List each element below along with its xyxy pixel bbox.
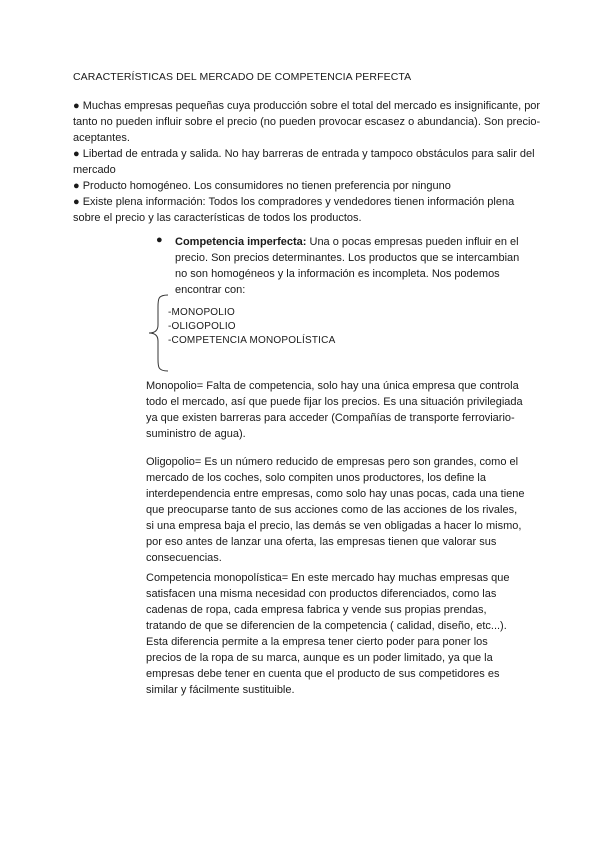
bullet-icon: ● xyxy=(73,148,80,160)
characteristic-item: ● Libertad de entrada y salida. No hay barreras de entrada y tampoco obstáculos para salir del mercado xyxy=(73,148,535,176)
document-title: CARACTERÍSTICAS DEL MERCADO DE COMPETENCIA PERFECTA xyxy=(73,71,412,83)
monopolio-paragraph: Monopolio= Falta de competencia, solo hay una única empresa que controla todo el mercado, así que puede fijar los precios. Es una situación privilegiada ya que existen barreras para acceder (Compañías de transporte ferroviario-suministro de agua). xyxy=(146,380,523,440)
curly-brace-icon xyxy=(146,293,170,373)
characteristic-item: ● Muchas empresas pequeñas cuya producción sobre el total del mercado es insignificante, por tanto no pueden influir sobre el precio (no pueden provocar escasez o abundancia). Son precio-aceptantes. xyxy=(73,100,541,144)
oligopolio-paragraph: Oligopolio= Es un número reducido de empresas pero son grandes, como el mercado de los coches, solo compiten unos productores, los define la interdependencia entre empresas, como solo hay unas pocas, cada una tiene que preocuparse tanto de sus acciones como de las acciones de los rivales, si una empresa baja el precio, las demás se ven obligadas a hacer lo mismo, por eso antes de lanzar una oferta, las empresas tienen que valorar sus consecuencias. xyxy=(146,456,525,564)
market-type-monopolistica: -COMPETENCIA MONOPOLÍSTICA xyxy=(168,335,336,346)
imperfect-intro: Competencia imperfecta: Una o pocas empresas pueden influir en el precio. Son precios determinantes. Los productos que se intercambian no son homogéneos y la información es incompleta. Nos podemos encontrar con: xyxy=(175,236,520,296)
characteristic-item: ● Existe plena información: Todos los compradores y vendedores tienen información plena sobre el precio y las características de todos los productos. xyxy=(73,196,515,224)
section-bullet-icon: ● xyxy=(156,234,163,246)
characteristic-item: ● Producto homogéneo. Los consumidores no tienen preferencia por ninguno xyxy=(73,180,451,192)
monopolistica-paragraph: Competencia monopolística= En este mercado hay muchas empresas que satisfacen una misma necesidad con productos diferenciados, como las cadenas de ropa, cada empresa fabrica y vende sus propias prendas, tratando de que se diferencien de la competencia ( calidad, diseño, etc...). Esta diferencia permite a la empresa tener cierto poder para poner los precios de la ropa de su marca, aunque es un poder limitado, ya que la empresas debe tener en cuenta que el producto de sus competidores es similar y fácilmente sustituible. xyxy=(146,572,510,696)
characteristics-list xyxy=(73,98,543,226)
market-types-brace xyxy=(146,293,386,373)
bullet-icon: ● xyxy=(73,100,80,112)
bullet-icon: ● xyxy=(73,196,80,208)
imperfect-heading: Competencia imperfecta: xyxy=(175,236,307,248)
bullet-icon: ● xyxy=(73,180,80,192)
market-type-oligopolio: -OLIGOPOLIO xyxy=(168,321,236,332)
market-type-monopolio: -MONOPOLIO xyxy=(168,307,236,318)
